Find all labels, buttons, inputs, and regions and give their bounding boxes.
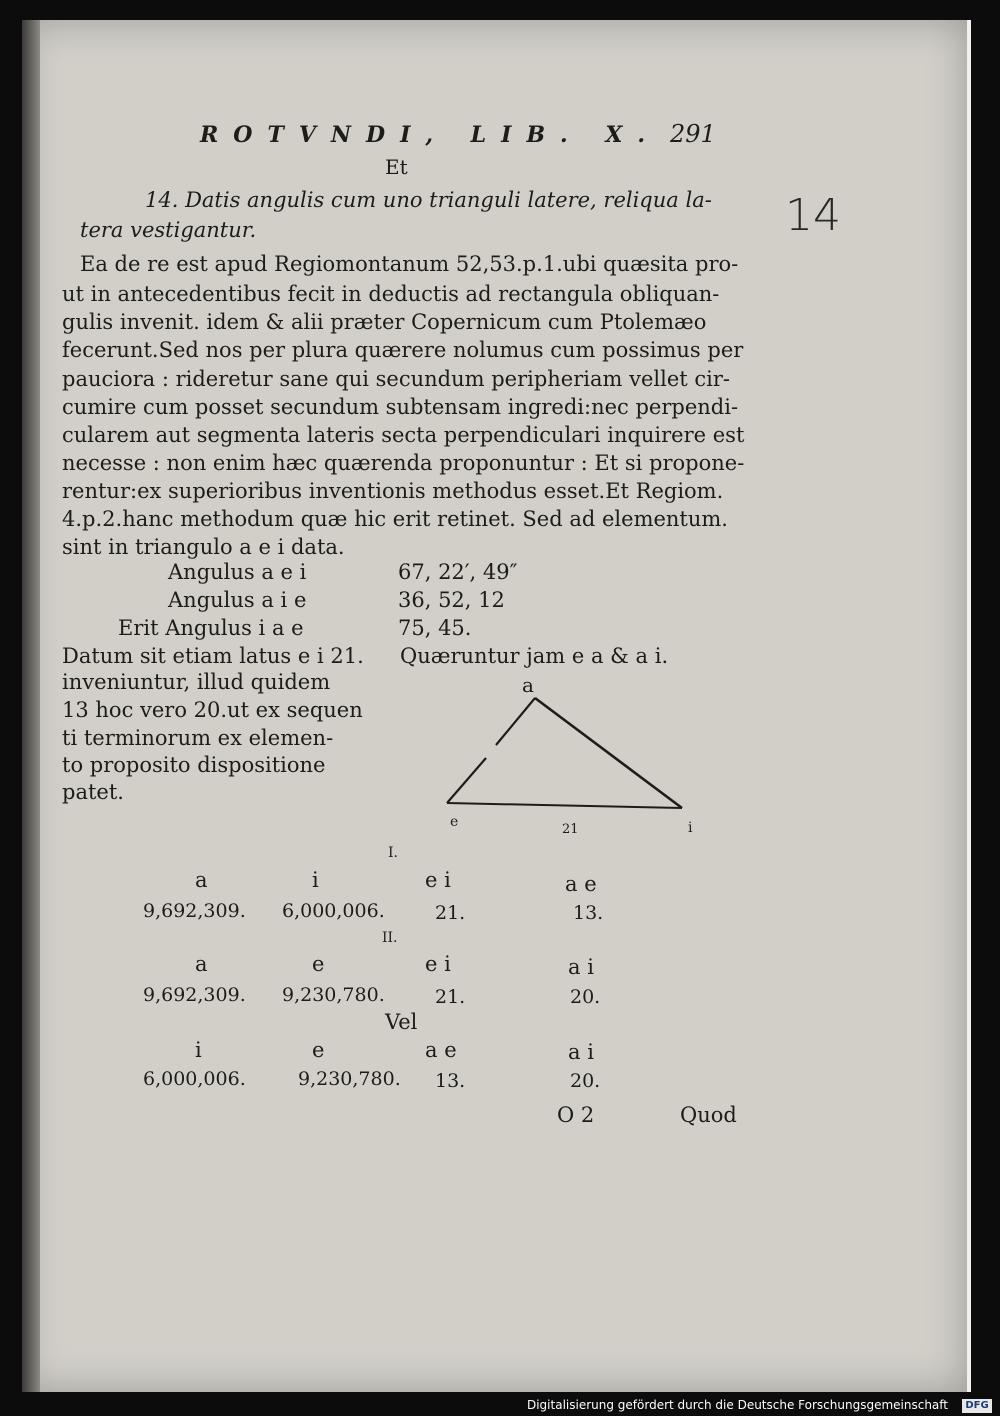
signature-mark: O 2 (557, 1103, 595, 1127)
body-line: fecerunt.Sed nos per plura quærere nolumus cum possimus per (62, 338, 744, 362)
table-roman-numeral: II. (382, 930, 398, 946)
table-head: e i (425, 868, 451, 892)
triangle-side-ai (535, 698, 682, 808)
side-text-line: ti terminorum ex elemen- (62, 726, 334, 750)
body-line: cularem aut segmenta lateris secta perpendiculari inquirere est (62, 423, 745, 447)
side-text-line: patet. (62, 780, 124, 804)
vertex-label-i: i (688, 820, 693, 836)
datum-line: Datum sit etiam latus e i 21. (62, 644, 364, 668)
table-roman-numeral: I. (388, 845, 398, 861)
triangle-base-ei (447, 803, 682, 808)
table-value: 6,000,006. (143, 1068, 246, 1090)
table-value: 9,230,780. (298, 1068, 401, 1090)
table-head: e (312, 952, 325, 976)
handwritten-margin-note: 14 (785, 190, 841, 241)
et-word: Et (385, 155, 408, 179)
angle-label: Erit Angulus i a e (118, 616, 304, 640)
table-value: 6,000,006. (282, 900, 385, 922)
table-head: i (195, 1038, 202, 1062)
body-line: cumire cum posset secundum subtensam ingredi:nec perpendi- (62, 395, 739, 419)
angle-value: 67, 22′, 49″ (398, 560, 518, 584)
table-value: 20. (570, 986, 601, 1008)
table-head: a i (568, 1040, 594, 1064)
body-line: necesse : non enim hæc quærenda proponuntur : Et si propone- (62, 451, 745, 475)
table-value: 21. (435, 902, 466, 924)
table-head: a e (565, 872, 597, 896)
running-header: ROTVNDI, LIB. X. (200, 122, 661, 148)
angle-label: Angulus a i e (168, 588, 307, 612)
body-line: 4.p.2.hanc methodum quæ hic erit retinet. Sed ad elementum. (62, 507, 728, 531)
body-line: Ea de re est apud Regiomontanum 52,53.p.1.ubi quæsita pro- (80, 252, 739, 276)
angle-value: 75, 45. (398, 616, 472, 640)
table-value: 21. (435, 986, 466, 1008)
footer-credit: Digitalisierung gefördert durch die Deutsche Forschungsgemeinschaft (526, 1398, 948, 1412)
table-value: 13. (573, 902, 604, 924)
side-text-line: to proposito dispositione (62, 753, 326, 777)
table-head: e (312, 1038, 325, 1062)
table-head: e i (425, 952, 451, 976)
body-line: ut in antecedentibus fecit in deductis ad rectangula obliquan- (62, 282, 720, 306)
table-head: a (195, 952, 208, 976)
page-number: 291 (670, 120, 716, 148)
table-head: a i (568, 955, 594, 979)
triangle-side-ea-upper (496, 698, 535, 745)
vertex-label-a: a (522, 673, 534, 697)
proposition-line-2: tera vestigantur. (80, 218, 257, 242)
table-value: 9,692,309. (143, 984, 246, 1006)
table-head: a e (425, 1038, 457, 1062)
dfg-logo: DFG (962, 1399, 992, 1413)
quaeruntur-line: Quæruntur jam e a & a i. (400, 644, 669, 668)
page-gutter (22, 20, 40, 1392)
angle-label: Angulus a e i (168, 560, 307, 584)
table-value: 9,230,780. (282, 984, 385, 1006)
triangle-side-ea-lower (447, 758, 486, 803)
catchword: Quod (680, 1103, 737, 1127)
vertex-label-e: e (450, 814, 459, 830)
body-line: pauciora : rideretur sane qui secundum peripheriam vellet cir- (62, 367, 730, 391)
proposition-line-1: 14. Datis angulis cum uno trianguli latere, reliqua la- (145, 188, 712, 212)
table-value: 20. (570, 1070, 601, 1092)
triangle-diagram (430, 670, 720, 840)
side-text-line: 13 hoc vero 20.ut ex sequen (62, 698, 363, 722)
table-head: i (312, 868, 319, 892)
body-line: sint in triangulo a e i data. (62, 535, 345, 559)
base-length-label: 21 (562, 822, 579, 837)
side-text-line: inveniuntur, illud quidem (62, 670, 331, 694)
body-line: gulis invenit. idem & alii præter Copernicum cum Ptolemæo (62, 310, 707, 334)
table-head: a (195, 868, 208, 892)
table-vel-word: Vel (385, 1010, 418, 1034)
table-value: 9,692,309. (143, 900, 246, 922)
angle-value: 36, 52, 12 (398, 588, 505, 612)
table-value: 13. (435, 1070, 466, 1092)
body-line: rentur:ex superioribus inventionis methodus esset.Et Regiom. (62, 479, 724, 503)
